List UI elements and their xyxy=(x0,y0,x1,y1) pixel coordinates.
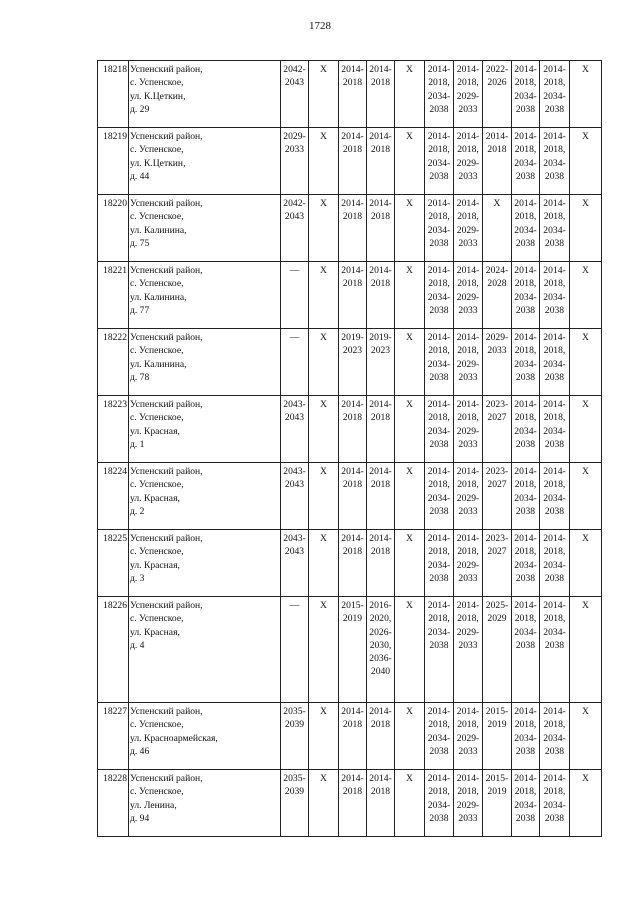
address-line: Успенский район, xyxy=(130,399,203,410)
period-cell: 2023- 2027 xyxy=(483,463,512,530)
address-line: с. Успенское, xyxy=(130,345,184,357)
address-line: Успенский район, xyxy=(130,600,203,611)
period-cell: 2015- 2019 xyxy=(483,703,512,770)
period-cell: 2014- 2018 xyxy=(367,530,395,597)
period-cell: 2014- 2018, 2034- 2038 xyxy=(425,703,454,770)
address-line: ул. Красная, xyxy=(130,559,180,571)
address-line: ул. Ленина, xyxy=(130,799,177,811)
row-number: 18224 xyxy=(98,463,129,530)
period-cell: X xyxy=(309,463,339,530)
period-cell: 2014- 2018, 2034- 2038 xyxy=(540,195,570,262)
period-cell: 2014- 2018, 2034- 2038 xyxy=(540,597,570,703)
period-cell: 2014- 2018, 2029- 2033 xyxy=(454,770,483,837)
address-cell xyxy=(129,463,281,530)
period-cell: 2014- 2018, 2034- 2038 xyxy=(540,703,570,770)
period-cell: 2014- 2018, 2029- 2033 xyxy=(454,703,483,770)
address-cell xyxy=(129,329,281,396)
row-number: 18226 xyxy=(98,597,129,703)
period-cell: X xyxy=(395,597,425,703)
period-cell: 2025- 2029 xyxy=(483,597,512,703)
period-cell: X xyxy=(395,61,425,128)
row-number: 18225 xyxy=(98,530,129,597)
address-line: с. Успенское, xyxy=(130,77,184,89)
address-cell xyxy=(129,770,281,837)
period-cell: X xyxy=(570,530,602,597)
address-line: ул. Красная, xyxy=(130,626,180,638)
table-row xyxy=(98,262,602,329)
period-cell: X xyxy=(309,597,339,703)
period-cell: 2024- 2028 xyxy=(483,262,512,329)
period-cell: X xyxy=(309,195,339,262)
address-cell xyxy=(129,195,281,262)
period-cell: 2014- 2018, 2034- 2038 xyxy=(425,329,454,396)
table-row xyxy=(98,396,602,463)
period-cell: 2014- 2018, 2029- 2033 xyxy=(454,128,483,195)
period-cell: X xyxy=(309,61,339,128)
period-cell: 2014- 2018, 2034- 2038 xyxy=(540,61,570,128)
period-cell: 2014- 2018, 2034- 2038 xyxy=(425,463,454,530)
address-line: ул. Красная, xyxy=(130,492,180,504)
period-cell: X xyxy=(570,770,602,837)
period-cell: 2043- 2043 xyxy=(281,463,309,530)
address-line: д. 4 xyxy=(130,639,145,651)
period-cell: 2014- 2018, 2034- 2038 xyxy=(540,329,570,396)
period-cell: X xyxy=(395,770,425,837)
period-cell: 2014- 2018, 2029- 2033 xyxy=(454,61,483,128)
period-cell: X xyxy=(570,195,602,262)
period-cell: X xyxy=(570,463,602,530)
period-cell: 2014- 2018 xyxy=(339,703,367,770)
table-row xyxy=(98,770,602,837)
period-cell: 2014- 2018, 2029- 2033 xyxy=(454,530,483,597)
period-cell: 2014- 2018, 2034- 2038 xyxy=(540,262,570,329)
address-line: с. Успенское, xyxy=(130,786,184,798)
address-line: Успенский район, xyxy=(130,466,203,477)
row-number: 18219 xyxy=(98,128,129,195)
address-cell xyxy=(129,396,281,463)
period-cell: 2014- 2018, 2034- 2038 xyxy=(512,61,540,128)
period-cell: 2014- 2018, 2034- 2038 xyxy=(425,396,454,463)
period-cell: 2014- 2018, 2034- 2038 xyxy=(512,396,540,463)
period-cell: X xyxy=(395,703,425,770)
table-row xyxy=(98,530,602,597)
address-line: д. 3 xyxy=(130,572,145,584)
period-cell: 2014- 2018, 2034- 2038 xyxy=(540,396,570,463)
address-cell xyxy=(129,703,281,770)
period-cell: X xyxy=(395,396,425,463)
page-number: 1728 xyxy=(309,20,331,32)
period-cell: 2014- 2018 xyxy=(367,262,395,329)
address-line: д. 44 xyxy=(130,170,150,182)
address-line: ул. Калинина, xyxy=(130,224,187,236)
address-cell xyxy=(129,61,281,128)
address-line: с. Успенское, xyxy=(130,211,184,223)
period-cell: X xyxy=(570,597,602,703)
period-cell: X xyxy=(309,262,339,329)
period-cell: 2014- 2018 xyxy=(339,770,367,837)
address-line: д. 2 xyxy=(130,505,145,517)
address-line: ул. Красноармейская, xyxy=(130,732,218,744)
period-cell: 2014- 2018, 2034- 2038 xyxy=(512,463,540,530)
period-cell: — xyxy=(281,329,309,396)
period-cell: 2014- 2018, 2034- 2038 xyxy=(512,703,540,770)
address-line: с. Успенское, xyxy=(130,144,184,156)
period-cell: 2035- 2039 xyxy=(281,703,309,770)
table-row xyxy=(98,128,602,195)
address-line: д. 78 xyxy=(130,371,150,383)
period-cell: 2042- 2043 xyxy=(281,61,309,128)
period-cell: 2014- 2018 xyxy=(367,463,395,530)
period-cell: 2014- 2018, 2034- 2038 xyxy=(425,770,454,837)
period-cell: 2014- 2018 xyxy=(367,128,395,195)
address-line: Успенский район, xyxy=(130,131,203,142)
period-cell: 2014- 2018, 2029- 2033 xyxy=(454,463,483,530)
address-line: ул. К.Цеткин, xyxy=(130,90,186,102)
table-row xyxy=(98,463,602,530)
period-cell: X xyxy=(309,128,339,195)
table-row xyxy=(98,329,602,396)
period-cell: 2014- 2018 xyxy=(367,703,395,770)
period-cell: X xyxy=(570,262,602,329)
period-cell: 2015- 2019 xyxy=(339,597,367,703)
period-cell: 2023- 2027 xyxy=(483,396,512,463)
period-cell: 2014- 2018, 2034- 2038 xyxy=(512,770,540,837)
row-number: 18223 xyxy=(98,396,129,463)
period-cell: 2014- 2018, 2034- 2038 xyxy=(540,530,570,597)
period-cell: 2014- 2018 xyxy=(367,396,395,463)
period-cell: 2014- 2018 xyxy=(367,195,395,262)
period-cell: 2022- 2026 xyxy=(483,61,512,128)
period-cell: 2014- 2018, 2029- 2033 xyxy=(454,597,483,703)
period-cell: X xyxy=(395,262,425,329)
address-line: с. Успенское, xyxy=(130,412,184,424)
address-line: с. Успенское, xyxy=(130,479,184,491)
period-cell: 2014- 2018 xyxy=(339,128,367,195)
period-cell: 2014- 2018, 2034- 2038 xyxy=(425,530,454,597)
address-line: с. Успенское, xyxy=(130,278,184,290)
period-cell: 2014- 2018 xyxy=(339,262,367,329)
period-cell: 2014- 2018, 2029- 2033 xyxy=(454,195,483,262)
period-cell: 2014- 2018 xyxy=(339,463,367,530)
period-cell: 2014- 2018, 2034- 2038 xyxy=(425,195,454,262)
period-cell: 2014- 2018, 2034- 2038 xyxy=(425,61,454,128)
period-cell: 2014- 2018, 2034- 2038 xyxy=(512,597,540,703)
period-cell: 2023- 2027 xyxy=(483,530,512,597)
period-cell: 2014- 2018 xyxy=(367,61,395,128)
row-number: 18221 xyxy=(98,262,129,329)
period-cell: 2014- 2018 xyxy=(339,396,367,463)
address-line: Успенский район, xyxy=(130,533,203,544)
period-cell: 2019- 2023 xyxy=(339,329,367,396)
address-line: д. 29 xyxy=(130,103,150,115)
address-line: д. 94 xyxy=(130,812,150,824)
period-cell: 2019- 2023 xyxy=(367,329,395,396)
period-cell: 2014- 2018 xyxy=(483,128,512,195)
address-line: Успенский район, xyxy=(130,64,203,75)
row-number: 18220 xyxy=(98,195,129,262)
address-line: Успенский район, xyxy=(130,706,203,717)
address-line: с. Успенское, xyxy=(130,613,184,625)
row-number: 18218 xyxy=(98,61,129,128)
table-row xyxy=(98,61,602,128)
period-cell: 2014- 2018, 2029- 2033 xyxy=(454,329,483,396)
address-line: д. 75 xyxy=(130,237,150,249)
row-number: 18227 xyxy=(98,703,129,770)
period-cell: X xyxy=(570,703,602,770)
period-cell: 2014- 2018, 2034- 2038 xyxy=(512,195,540,262)
table-row xyxy=(98,195,602,262)
period-cell: 2014- 2018 xyxy=(339,195,367,262)
period-cell: 2014- 2018, 2034- 2038 xyxy=(512,262,540,329)
period-cell: 2043- 2043 xyxy=(281,530,309,597)
period-cell: X xyxy=(395,195,425,262)
register-table xyxy=(97,60,602,837)
address-cell xyxy=(129,262,281,329)
period-cell: 2014- 2018, 2034- 2038 xyxy=(512,329,540,396)
period-cell: 2014- 2018, 2034- 2038 xyxy=(540,128,570,195)
period-cell: 2014- 2018 xyxy=(339,61,367,128)
period-cell: X xyxy=(309,530,339,597)
period-cell: 2035- 2039 xyxy=(281,770,309,837)
period-cell: 2029- 2033 xyxy=(483,329,512,396)
address-line: с. Успенское, xyxy=(130,546,184,558)
period-cell: 2014- 2018, 2034- 2038 xyxy=(512,128,540,195)
period-cell: X xyxy=(570,329,602,396)
row-number: 18222 xyxy=(98,329,129,396)
address-line: ул. Калинина, xyxy=(130,291,187,303)
period-cell: 2014- 2018, 2034- 2038 xyxy=(425,128,454,195)
period-cell: X xyxy=(309,396,339,463)
period-cell: 2014- 2018, 2034- 2038 xyxy=(425,597,454,703)
period-cell: — xyxy=(281,262,309,329)
address-line: с. Успенское, xyxy=(130,719,184,731)
address-line: д. 1 xyxy=(130,438,145,450)
period-cell: 2014- 2018, 2029- 2033 xyxy=(454,396,483,463)
period-cell: X xyxy=(309,770,339,837)
address-line: ул. Калинина, xyxy=(130,358,187,370)
period-cell: X xyxy=(570,128,602,195)
address-line: Успенский район, xyxy=(130,265,203,276)
period-cell: 2014- 2018 xyxy=(339,530,367,597)
table-row xyxy=(98,703,602,770)
period-cell: 2014- 2018, 2034- 2038 xyxy=(512,530,540,597)
period-cell: 2016- 2020, 2026- 2030, 2036- 2040 xyxy=(367,597,395,703)
period-cell: 2042- 2043 xyxy=(281,195,309,262)
address-line: Успенский район, xyxy=(130,198,203,209)
period-cell: X xyxy=(570,396,602,463)
address-line: Успенский район, xyxy=(130,332,203,343)
address-cell xyxy=(129,597,281,703)
period-cell: X xyxy=(309,703,339,770)
address-line: Успенский район, xyxy=(130,773,203,784)
table-row xyxy=(98,597,602,703)
period-cell: 2014- 2018, 2034- 2038 xyxy=(540,463,570,530)
period-cell: X xyxy=(395,463,425,530)
address-line: ул. Красная, xyxy=(130,425,180,437)
period-cell: 2015- 2019 xyxy=(483,770,512,837)
period-cell: 2043- 2043 xyxy=(281,396,309,463)
address-cell xyxy=(129,128,281,195)
period-cell: X xyxy=(395,329,425,396)
address-line: д. 46 xyxy=(130,745,150,757)
row-number: 18228 xyxy=(98,770,129,837)
address-cell xyxy=(129,530,281,597)
period-cell: 2014- 2018, 2029- 2033 xyxy=(454,262,483,329)
table-body xyxy=(98,61,602,837)
period-cell: X xyxy=(395,128,425,195)
period-cell: 2014- 2018, 2034- 2038 xyxy=(425,262,454,329)
address-line: д. 77 xyxy=(130,304,150,316)
period-cell: X xyxy=(570,61,602,128)
period-cell: 2014- 2018, 2034- 2038 xyxy=(540,770,570,837)
address-line: ул. К.Цеткин, xyxy=(130,157,186,169)
period-cell: 2029- 2033 xyxy=(281,128,309,195)
period-cell: X xyxy=(309,329,339,396)
period-cell: — xyxy=(281,597,309,703)
period-cell: 2014- 2018 xyxy=(367,770,395,837)
period-cell: X xyxy=(483,195,512,262)
period-cell: X xyxy=(395,530,425,597)
